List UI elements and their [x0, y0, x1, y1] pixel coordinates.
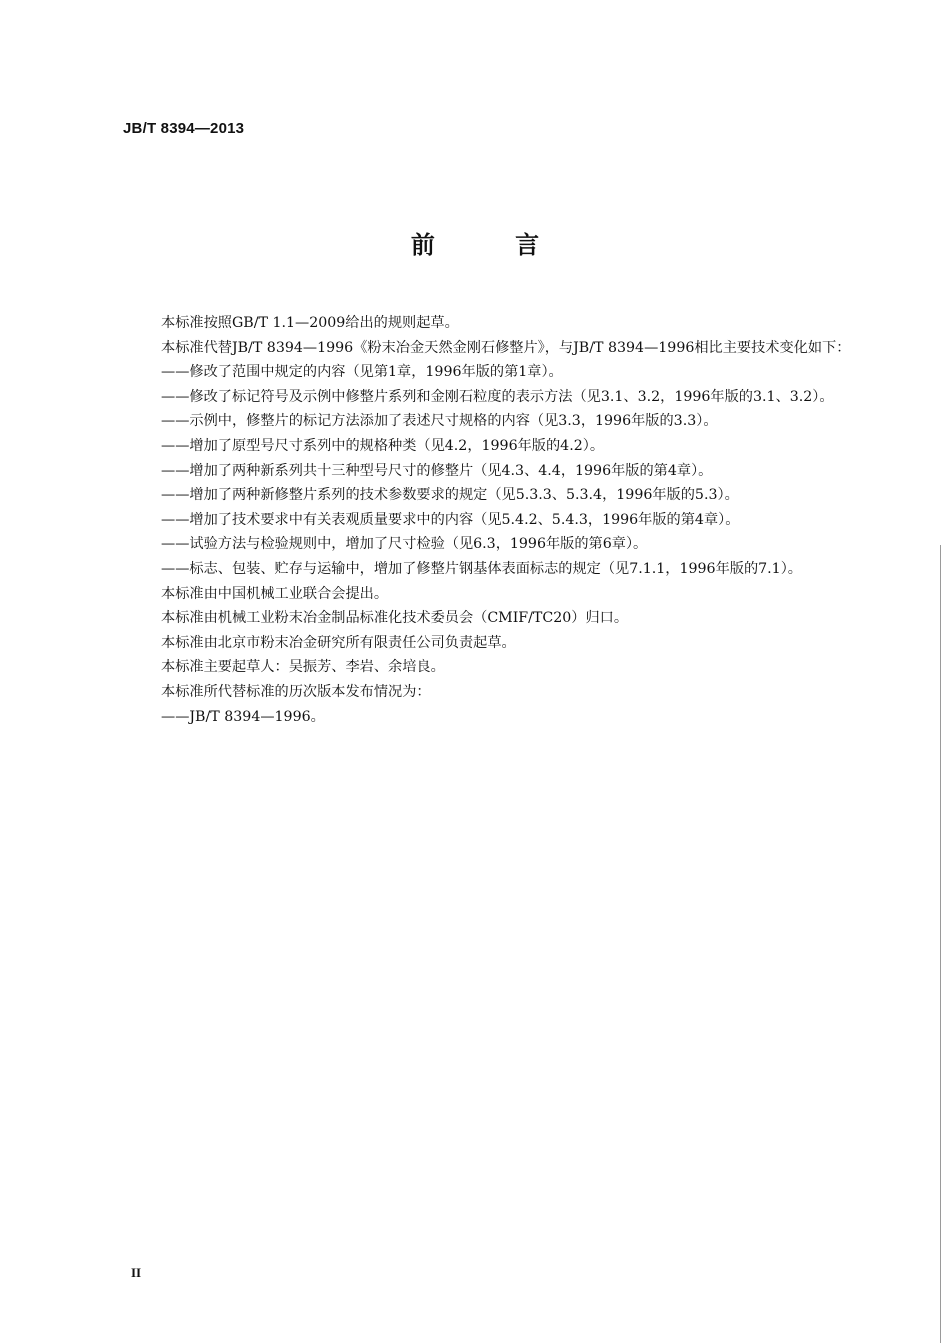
paragraph-history-intro: 本标准所代替标准的历次版本发布情况为： [161, 683, 431, 700]
change-item: ——增加了两种新修整片系列的技术参数要求的规定（见5.3.3、5.3.4，1996年版的5.3）。 [161, 487, 739, 504]
page-title: 前 言 [410, 231, 576, 259]
change-item: ——修改了标记符号及示例中修整片系列和金刚石粒度的表示方法（见3.1、3.2，1996年版的3.1、3.2）。 [161, 388, 834, 405]
change-item: ——示例中，修整片的标记方法添加了表述尺寸规格的内容（见3.3，1996年版的3.3）。 [161, 413, 718, 430]
change-item: ——修改了范围中规定的内容（见第1章，1996年版的第1章）。 [161, 364, 563, 381]
paragraph-replacement: 本标准代替JB/T 8394—1996《粉末冶金天然金刚石修整片》，与JB/T 8394—1996相比主要技术变化如下： [161, 339, 851, 356]
page-number: II [131, 1265, 142, 1280]
paragraph-main-drafters: 本标准主要起草人：吴振芳、李岩、余培良。 [161, 659, 445, 676]
change-item: ——试验方法与检验规则中，增加了尺寸检验（见6.3，1996年版的第6章）。 [161, 536, 648, 553]
change-item: ——增加了原型号尺寸系列中的规格种类（见4.2，1996年版的4.2）。 [161, 437, 605, 454]
paragraph-drafted-by: 本标准由北京市粉末冶金研究所有限责任公司负责起草。 [161, 634, 516, 651]
change-item: ——增加了两种新系列共十三种型号尺寸的修整片（见4.3、4.4，1996年版的第4章）。 [161, 462, 713, 479]
paragraph-under-jurisdiction: 本标准由机械工业粉末冶金制品标准化技术委员会（CMIF/TC20）归口。 [161, 610, 629, 627]
foreword-body [123, 311, 883, 729]
standard-code: JB/T 8394—2013 [123, 120, 245, 137]
paragraph-drafting-rules: 本标准按照GB/T 1.1—2009给出的规则起草。 [161, 315, 459, 331]
scan-edge-line [940, 545, 941, 1343]
paragraph-proposed-by: 本标准由中国机械工业联合会提出。 [161, 585, 389, 602]
change-item: ——增加了技术要求中有关表观质量要求中的内容（见5.4.2、5.4.3，1996年版的第4章）。 [161, 511, 740, 528]
history-item: ——JB/T 8394—1996。 [161, 708, 325, 725]
change-item: ——标志、包装、贮存与运输中，增加了修整片钢基体表面标志的规定（见7.1.1，1996年版的7.1）。 [161, 560, 802, 577]
